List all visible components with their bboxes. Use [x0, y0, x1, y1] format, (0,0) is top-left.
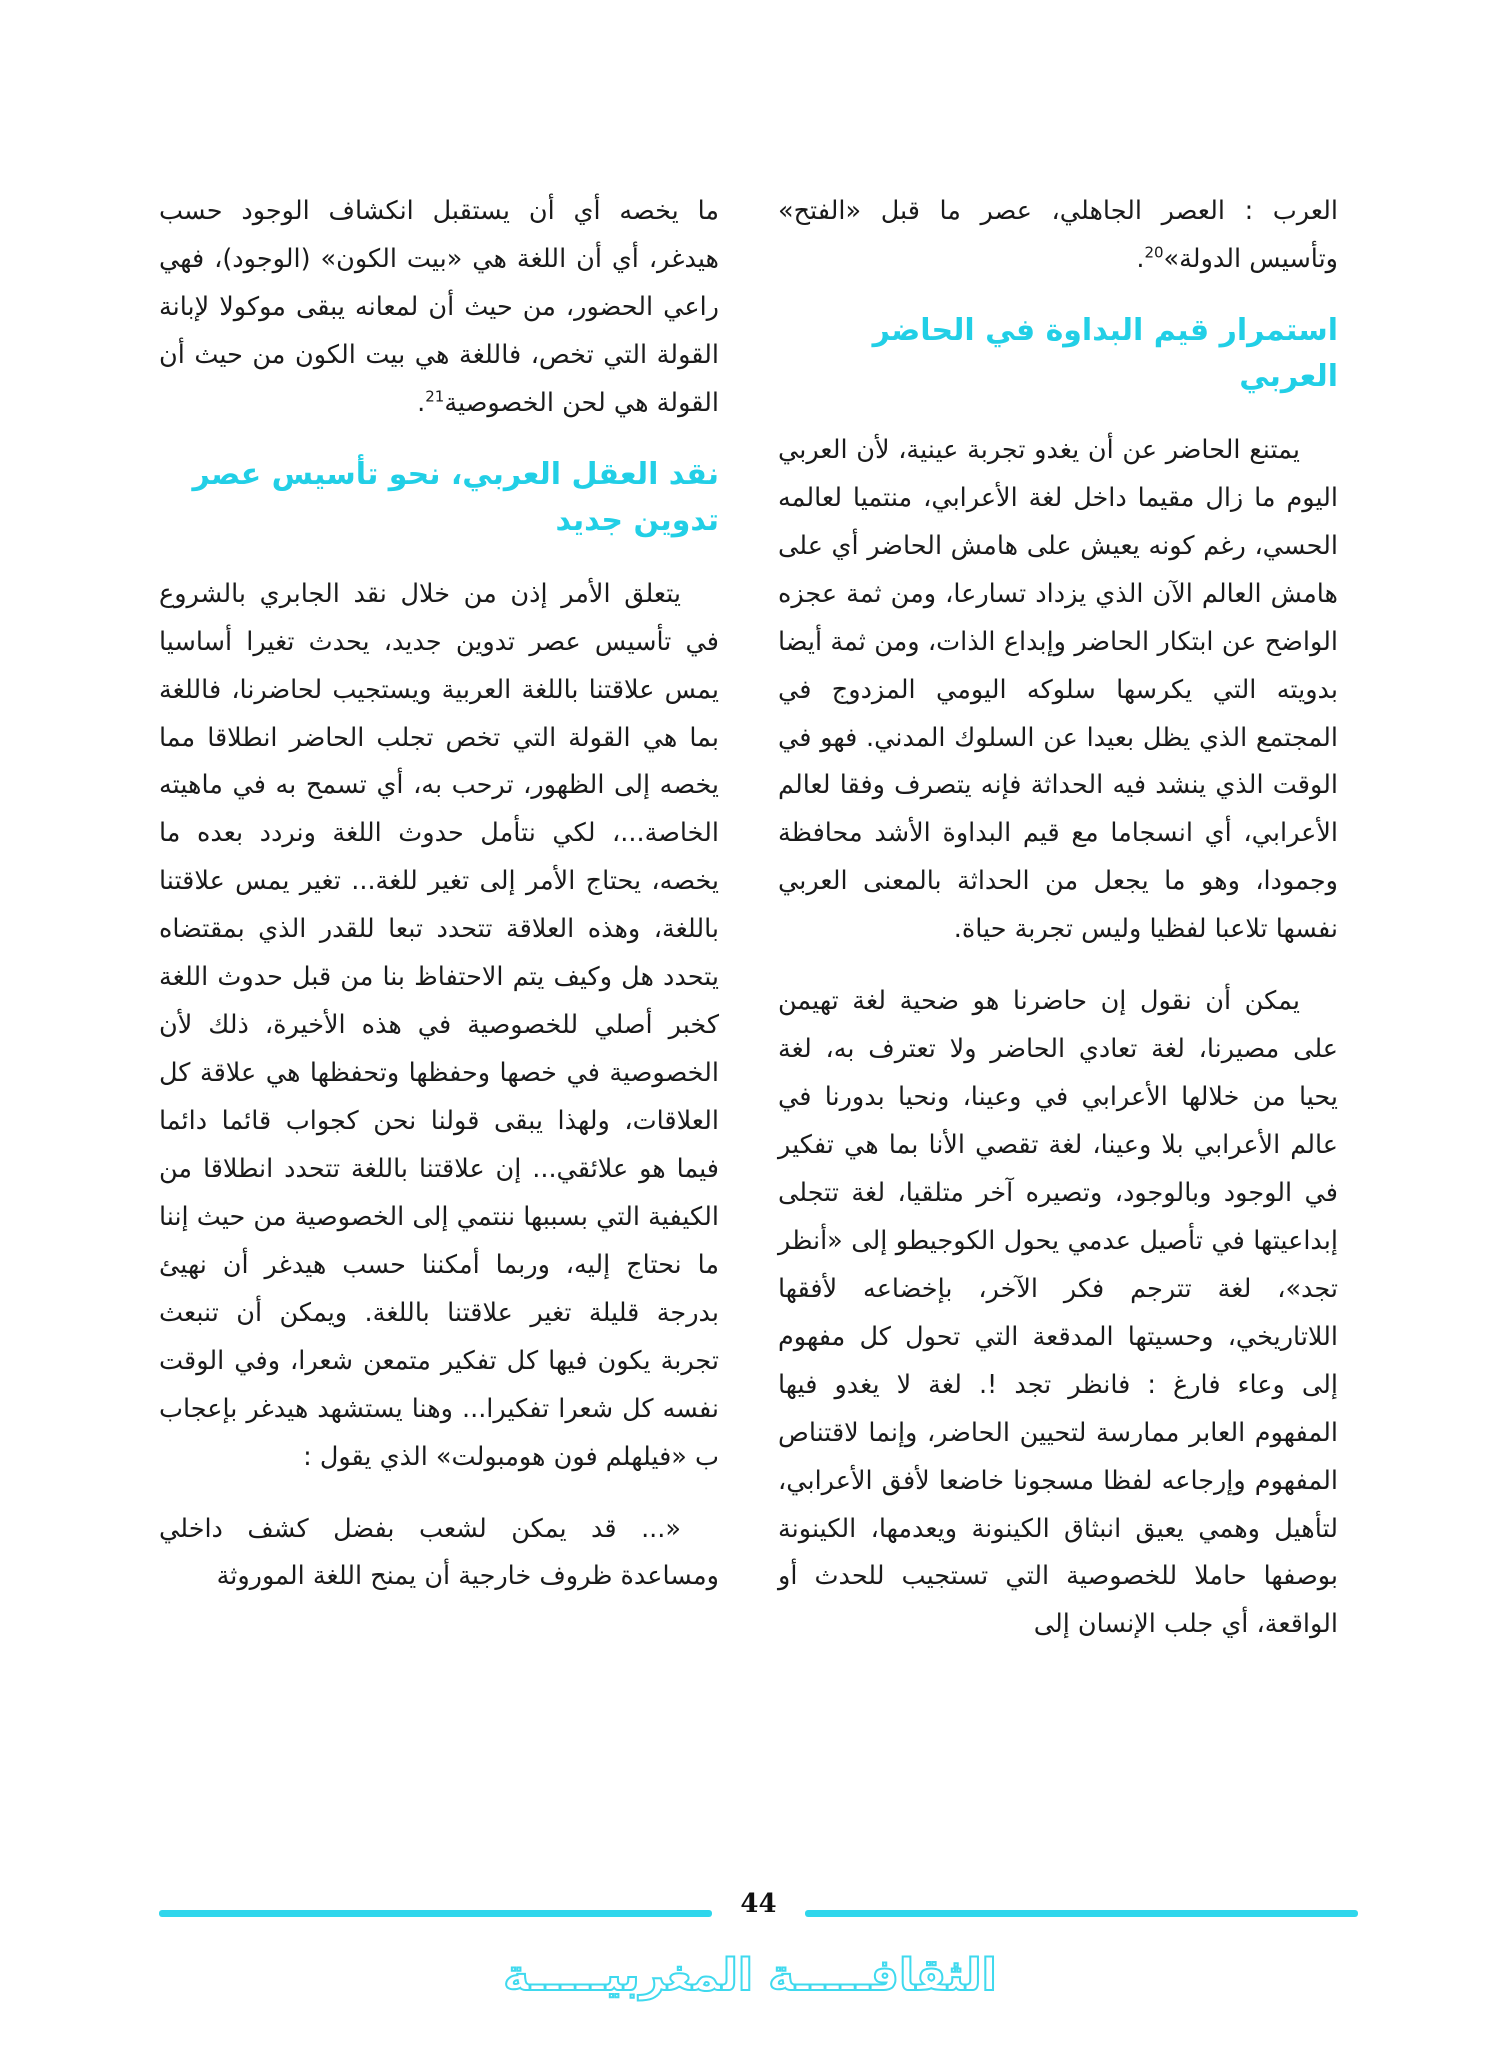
left-column: [159, 188, 719, 1625]
section-heading-bedouin-values: استمرار قيم البداوة في الحاضر العربي: [872, 312, 1338, 395]
left-intro-text: ما يخصه أي أن يستقبل انكشاف الوجود حسب هيدغر، أي أن اللغة هي «بيت الكون» (الوجود)، فهي راعي الحضور، من حيث أن لمعانه يبقى موكولا لإبانة القولة التي تخص، فاللغة هي بيت الكون من حيث أن القولة هي لحن الخصوصية: [159, 196, 719, 418]
page-number: 44: [740, 1889, 777, 1919]
footnote-ref-20: 20: [1144, 243, 1164, 262]
right-intro-end: .: [1136, 243, 1145, 274]
left-quote: «... قد يمكن لشعب بفضل كشف داخلي ومساعدة ظروف خارجية أن يمنح اللغة الموروثة: [159, 1513, 719, 1592]
section-heading-critique-arab-reason: نقد العقل العربي، نحو تأسيس عصر تدوين جديد: [192, 456, 719, 539]
right-paragraph-1: يمتنع الحاضر عن أن يغدو تجربة عينية، لأن العربي اليوم ما زال مقيما داخل لغة الأعرابي، منتميا لعالمه الحسي، رغم كونه يعيش على هامش الحاضر أي على هامش العالم الآن الذي يزداد تسارعا، ومن ثمة عجزه الواضح عن ابتكار الحاضر وإبداع الذات، ومن ثمة أيضا بدويته التي يكرسها سلوكه اليومي المزدوج في المجتمع الذي يظل بعيدا عن السلوك المدني. فهو في الوقت الذي ينشد فيه الحداثة فإنه يتصرف وفقا لعالم الأعرابي، أي انسجاما مع قيم البداوة الأشد محافظة وجمودا، وهو ما يجعل من الحداثة بالمعنى العربي نفسها تلاعبا لفظيا وليس تجربة حياة.: [778, 434, 1338, 945]
left-paragraph-1: يتعلق الأمر إذن من خلال نقد الجابري بالشروع في تأسيس عصر تدوين جديد، يحدث تغيرا أساسيا يمس علاقتنا باللغة العربية ويستجيب لحاضرنا، فاللغة بما هي القولة التي تخص تجلب الحاضر انطلاقا مما يخصه إلى الظهور، ترحب به، أي تسمح به في ماهيته الخاصة...، لكي نتأمل حدوث اللغة ونردد بعده ما يخصه، يحتاج الأمر إلى تغير للغة... تغير يمس علاقتنا باللغة، وهذه العلاقة تتحدد تبعا للقدر الذي بمقتضاه يتحدد هل وكيف يتم الاحتفاظ بنا من قبل حدوث اللغة كخبر أصلي للخصوصية في هذه الأخيرة، ذلك لأن الخصوصية في خصها وحفظها وتحفظها هي علاقة كل العلاقات، ولهذا يبقى قولنا نحن كجواب قائما دائما فيما هو علائقي... إن علاقتنا باللغة تتحدد انطلاقا من الكيفية التي بسببها ننتمي إلى الخصوصية من حيث إننا ما نحتاج إليه، وربما أمكننا حسب هيدغر أن نهيئ بدرجة قليلة تغير علاقتنا باللغة. ويمكن أن تنبعث تجربة يكون فيها كل تفكير متمعن شعرا، وفي الوقت نفسه كل شعرا تفكيرا... وهنا يستشهد هيدغر بإعجاب ب «فيلهلم فون هومبولت» الذي يقول :: [159, 578, 719, 1472]
left-intro-end: .: [417, 387, 426, 418]
footnote-ref-21: 21: [425, 387, 445, 406]
right-intro-text: العرب : العصر الجاهلي، عصر ما قبل «الفتح» وتأسيس الدولة»: [778, 196, 1338, 274]
right-intro-paragraph: [778, 188, 1338, 284]
footer-rule-right: [805, 1910, 1358, 1917]
magazine-masthead: الثقافـــــة المغربيـــــة: [503, 1950, 997, 2001]
right-column: [778, 188, 1338, 1673]
right-paragraph-2: يمكن أن نقول إن حاضرنا هو ضحية لغة تهيمن على مصيرنا، لغة تعادي الحاضر ولا تعترف به، لغة يحيا من خلالها الأعرابي في وعينا، ونحيا بدورنا في عالم الأعرابي بلا وعينا، لغة تقصي الأنا بما هي تفكير في الوجود وبالوجود، وتصيره آخر متلقيا، لغة تتجلى إبداعيتها في تأصيل عدمي يحول الكوجيطو إلى «أنظر تجد»، لغة تترجم فكر الآخر، بإخضاعه لأفقها اللاتاريخي، وحسيتها المدقعة التي تحول كل مفهوم إلى وعاء فارغ : فانظر تجد !. لغة لا يغدو فيها المفهوم العابر ممارسة لتحيين الحاضر، وإنما لاقتناص المفهوم وإرجاعه لفظا مسجونا خاضعا لأفق الأعرابي، لتأهيل وهمي يعيق انبثاق الكينونة ويعدمها، الكينونة بوصفها حاملا للخصوصية التي تستجيب للحدث أو الواقعة، أي جلب الإنسان إلى: [778, 986, 1338, 1640]
footer-rule-left: [159, 1910, 712, 1917]
left-intro-paragraph: [159, 188, 719, 428]
